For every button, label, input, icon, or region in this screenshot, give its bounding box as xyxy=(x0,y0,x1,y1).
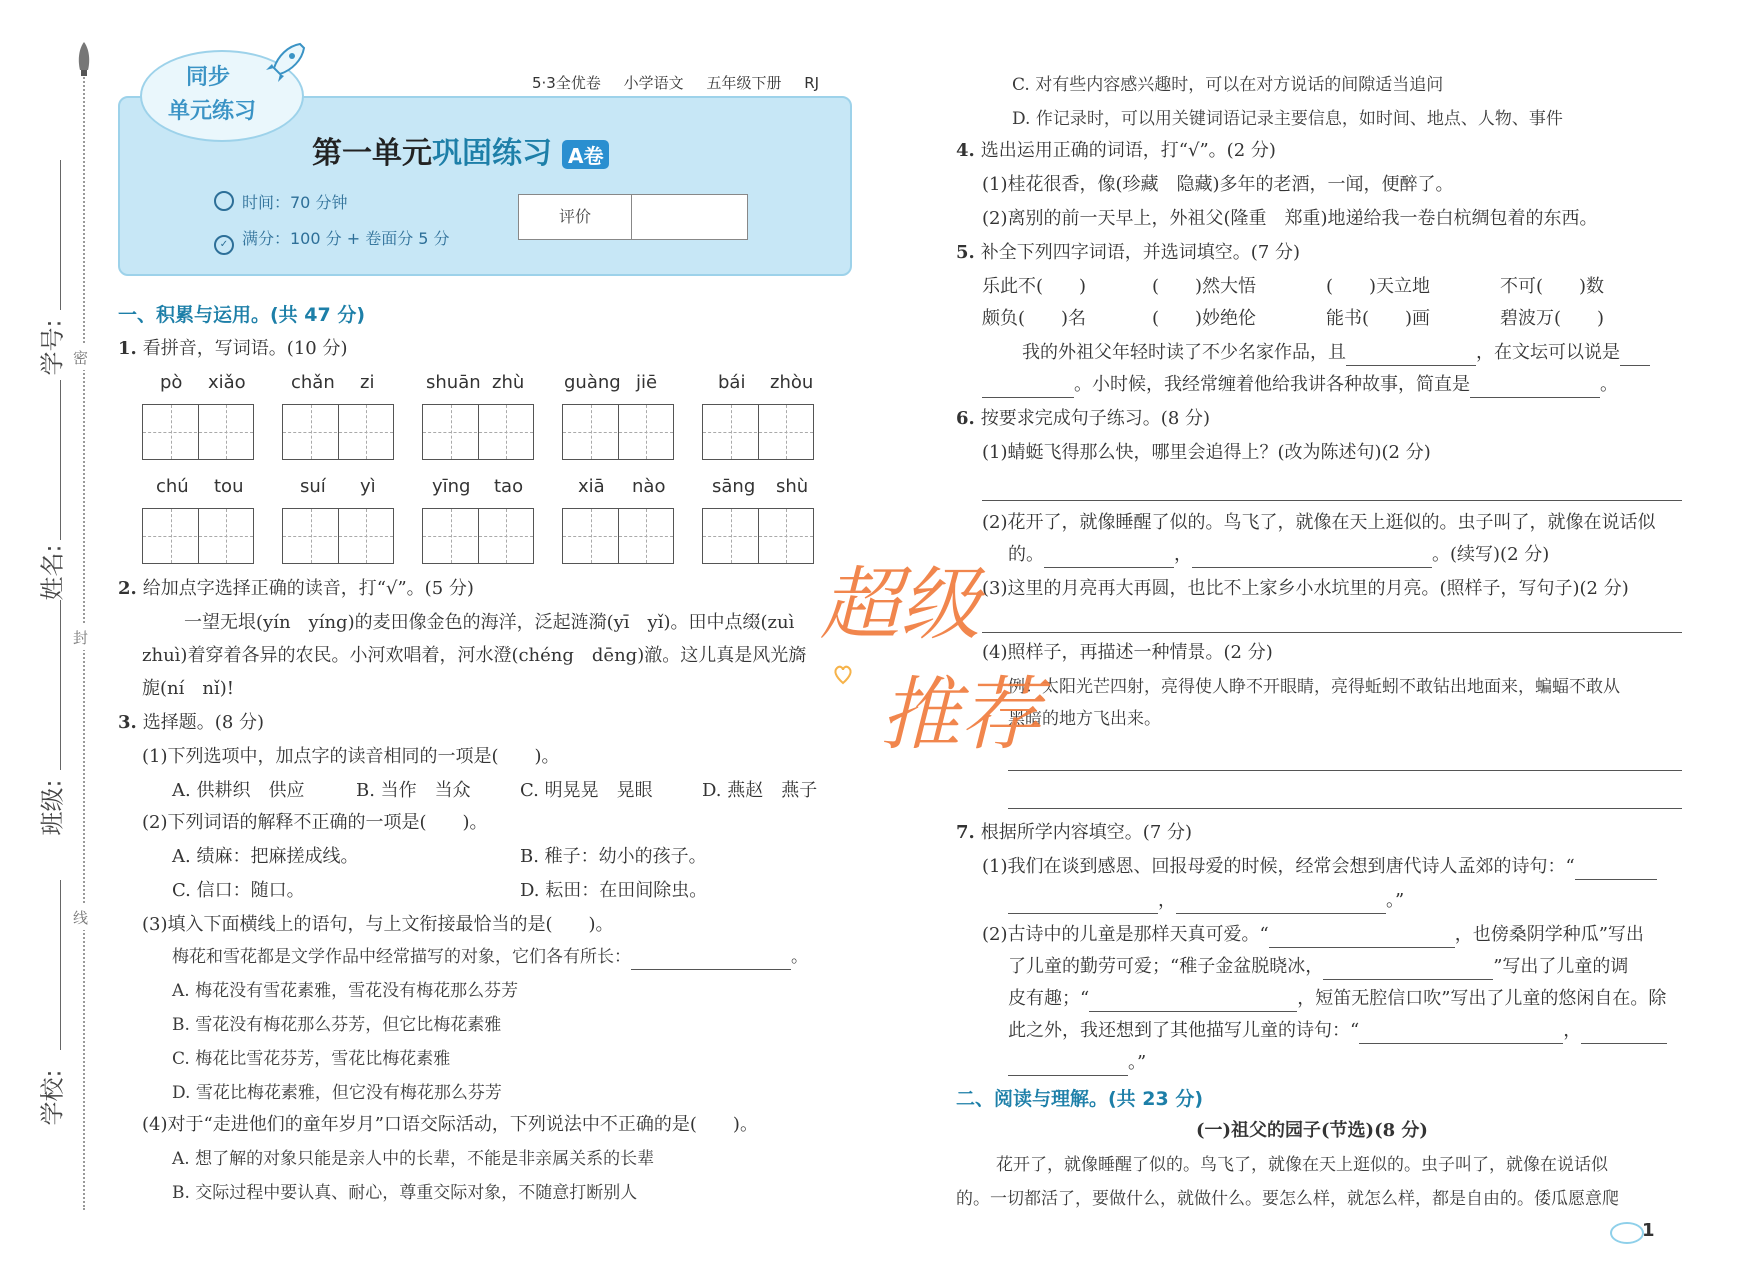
q3-s1: (1)下列选项中，加点字的读音相同的一项是( )。 xyxy=(142,746,560,767)
char-grid[interactable] xyxy=(702,404,814,460)
q3-s4-option-b[interactable]: B. 交际过程中要认真、耐心，尊重交际对象，不随意打断别人 xyxy=(172,1183,638,1203)
q3-s1-option-a[interactable]: A. 供耕织 供应 xyxy=(172,780,305,801)
q4-s2: (2)离别的前一天早上，外祖父(隆重 郑重)地递给我一卷白杭绸包着的东西。 xyxy=(982,208,1598,229)
char-grid[interactable] xyxy=(422,404,534,460)
pinyin: zhòu xyxy=(770,372,814,393)
q7-s2-line4: 此之外，我还想到了其他描写儿童的诗句：“ ， xyxy=(1008,1018,1667,1044)
q7-blank[interactable] xyxy=(1575,861,1657,880)
pinyin: pò xyxy=(160,372,183,393)
name-label: 姓名: xyxy=(38,544,67,601)
q7-s2: (2)古诗中的儿童是那样天真可爱。“ ，也傍桑阴学种瓜”写出 xyxy=(982,922,1644,948)
q3-s4: (4)对于“走进他们的童年岁月”口语交际活动，下列说法中不正确的是( )。 xyxy=(142,1114,758,1135)
char-grid[interactable] xyxy=(562,508,674,564)
q3-s1-option-b[interactable]: B. 当作 当众 xyxy=(356,780,471,801)
q7-blank[interactable] xyxy=(1176,895,1386,914)
q4-s1: (1)桂花很香，像(珍藏 隐藏)多年的老酒，一闻，便醉了。 xyxy=(982,174,1454,195)
score-text: 满分：100 分 + 卷面分 5 分 xyxy=(242,229,450,248)
pinyin: tou xyxy=(214,476,244,497)
clock-icon xyxy=(214,191,234,211)
title-tag: A卷 xyxy=(562,140,609,169)
q5-blank[interactable] xyxy=(982,379,1074,398)
class-field[interactable] xyxy=(60,600,61,770)
q7-blank[interactable] xyxy=(1359,1025,1563,1044)
char-grid[interactable] xyxy=(142,508,254,564)
q5-blank[interactable] xyxy=(1470,379,1600,398)
q3-s1-option-c[interactable]: C. 明晃晃 晃眼 xyxy=(520,780,653,801)
q6-s4: (4)照样子，再描述一种情景。(2 分) xyxy=(982,642,1273,663)
q5-fill-line1: 我的外祖父年轻时读了不少名家作品，且 ，在文坛可以说是 xyxy=(1022,340,1650,366)
name-field[interactable] xyxy=(60,380,61,540)
q7-blank[interactable] xyxy=(1323,961,1493,980)
q3-s2-option-d[interactable]: D. 耘田：在田间除虫。 xyxy=(520,880,708,901)
q7-blank[interactable] xyxy=(1008,1057,1128,1076)
pinyin: yì xyxy=(360,476,376,497)
q6-s1-answer-line[interactable] xyxy=(982,500,1682,501)
q3-s4-option-d[interactable]: D. 作记录时，可以用关键词语记录主要信息，如时间、地点、人物、事件 xyxy=(1012,109,1563,129)
q5-word[interactable]: 乐此不( ) xyxy=(982,276,1087,297)
pinyin: nào xyxy=(632,476,666,497)
q3-s3-option-c[interactable]: C. 梅花比雪花芬芳，雪花比梅花素雅 xyxy=(172,1049,451,1069)
pinyin: zi xyxy=(360,372,375,393)
q3-s3-stem: 梅花和雪花都是文学作品中经常描写的对象，它们各有所长： 。 xyxy=(172,944,808,970)
q6-s2-blank[interactable] xyxy=(1044,549,1174,568)
seal-mi: 密 xyxy=(73,345,88,370)
rocket-icon xyxy=(74,40,94,80)
time-text: 时间：70 分钟 xyxy=(242,193,348,212)
q3-s3-blank[interactable] xyxy=(631,951,791,970)
q7-s1-cont: ， 。” xyxy=(1008,888,1404,914)
q7-blank[interactable] xyxy=(1581,1025,1667,1044)
pinyin: guàng xyxy=(564,372,621,393)
pinyin: bái xyxy=(718,372,746,393)
section1-title: 一、积累与运用。(共 47 分) xyxy=(118,304,366,326)
badge-line2: 单元练习 xyxy=(168,99,257,124)
q2-text-line1: 一望无垠(yín yíng)的麦田像金色的海洋，泛起涟漪(yī yǐ)。田中点缀(zuì xyxy=(184,612,795,633)
char-grid[interactable] xyxy=(282,508,394,564)
school-label: 学校: xyxy=(38,1069,67,1126)
q6-s2: (2)花开了，就像睡醒了似的。鸟飞了，就像在天上逛似的。虫子叫了，就像在说话似 xyxy=(982,512,1656,533)
pinyin: shuān xyxy=(426,372,481,393)
q3-s2-option-b[interactable]: B. 稚子：幼小的孩子。 xyxy=(520,846,707,867)
q5-word[interactable]: ( )妙绝伦 xyxy=(1152,308,1257,329)
q5-blank[interactable] xyxy=(1346,347,1476,366)
series-subject: 小学语文 xyxy=(623,74,684,92)
pinyin: chú xyxy=(156,476,189,497)
q3-s2: (2)下列词语的解释不正确的一项是( )。 xyxy=(142,812,488,833)
class-label: 班级: xyxy=(38,779,67,836)
q6-s4-example-1: 例：太阳光芒四射，亮得使人睁不开眼睛，亮得蚯蚓不敢钻出地面来，蝙蝠不敢从 xyxy=(1008,677,1620,697)
q3-heading: 3. 选择题。(8 分) xyxy=(118,712,265,733)
title-highlight: 巩固练习 xyxy=(432,136,552,171)
pinyin: sāng xyxy=(712,476,756,497)
series-info xyxy=(532,72,837,93)
q5-word[interactable]: 碧波万( ) xyxy=(1500,308,1605,329)
char-grid[interactable] xyxy=(702,508,814,564)
q3-s3-option-a[interactable]: A. 梅花没有雪花素雅，雪花没有梅花那么芬芳 xyxy=(172,981,519,1001)
q7-blank[interactable] xyxy=(1008,895,1158,914)
q3-s3-option-d[interactable]: D. 雪花比梅花素雅，但它没有梅花那么芬芳 xyxy=(172,1083,502,1103)
pinyin: shù xyxy=(776,476,809,497)
heart-doodle-icon xyxy=(832,662,854,686)
seal-xian: 线 xyxy=(73,905,88,930)
badge-line1: 同步 xyxy=(186,65,231,90)
q5-word[interactable]: 能书( )画 xyxy=(1326,308,1431,329)
q5-heading: 5. 补全下列四字词语，并选词填空。(7 分) xyxy=(956,242,1301,263)
pinyin: tao xyxy=(494,476,524,497)
q3-s3-option-b[interactable]: B. 雪花没有梅花那么芬芳，但它比梅花素雅 xyxy=(172,1015,502,1035)
q6-s3-answer-line[interactable] xyxy=(982,632,1682,633)
char-grid[interactable] xyxy=(282,404,394,460)
pinyin: zhù xyxy=(492,372,525,393)
q7-blank[interactable] xyxy=(1269,929,1455,948)
pinyin: jiē xyxy=(636,372,658,393)
q6-s4-answer-line[interactable] xyxy=(1008,770,1682,771)
page-number-deco xyxy=(1610,1222,1644,1244)
q6-s3: (3)这里的月亮再大再圆，也比不上家乡小水坑里的月亮。(照样子，写句子)(2 分) xyxy=(982,578,1629,599)
series-book: 5·3全优卷 xyxy=(532,74,601,92)
handwritten-overlay-line1: 超级 xyxy=(820,558,980,651)
q7-s2-line5: 。” xyxy=(1008,1050,1146,1076)
passage-line1: 花开了，就像睡醒了似的。鸟飞了，就像在天上逛似的。虫子叫了，就像在说话似 xyxy=(996,1155,1608,1175)
q5-word[interactable]: ( )然大悟 xyxy=(1152,276,1257,297)
school-field[interactable] xyxy=(60,880,61,1050)
evaluation-label: 评价 xyxy=(519,195,632,239)
q6-s2-continue: 的。 ， 。(续写)(2 分) xyxy=(1008,542,1549,568)
char-grid[interactable] xyxy=(142,404,254,460)
pinyin: chǎn xyxy=(291,372,335,393)
score-info xyxy=(214,226,450,255)
q5-word[interactable]: 颇负( )名 xyxy=(982,308,1087,329)
q6-s4-example-2: 黑暗的地方飞出来。 xyxy=(1008,709,1161,729)
id-label: 学号: xyxy=(38,319,67,376)
evaluation-box xyxy=(518,194,748,240)
time-info xyxy=(214,190,347,213)
pinyin: suí xyxy=(300,476,326,497)
page-title xyxy=(312,128,609,172)
series-grade: 五年级下册 xyxy=(706,74,782,92)
handwritten-overlay-line2: 推荐 xyxy=(880,668,1040,761)
q2-heading: 2. 给加点字选择正确的读音，打“√”。(5 分) xyxy=(118,578,474,599)
q1-heading: 1. 看拼音，写词语。(10 分) xyxy=(118,338,348,359)
id-field[interactable] xyxy=(60,160,61,310)
q3-s3: (3)填入下面横线上的语句，与上文衔接最恰当的是( )。 xyxy=(142,914,614,935)
q7-s1: (1)我们在谈到感恩、回报母爱的时候，经常会想到唐代诗人孟郊的诗句：“ xyxy=(982,854,1657,880)
page-number: 1 xyxy=(1642,1220,1655,1241)
q3-s4-option-a[interactable]: A. 想了解的对象只能是亲人中的长辈，不能是非亲属关系的长辈 xyxy=(172,1149,655,1169)
section2-title: 二、阅读与理解。(共 23 分) xyxy=(956,1088,1204,1110)
q6-s2-blank[interactable] xyxy=(1192,549,1432,568)
pinyin: xiā xyxy=(578,476,605,497)
q7-s2-line2: 了儿童的勤劳可爱；“稚子金盆脱晓冰， ”写出了儿童的调 xyxy=(1008,954,1628,980)
series-edition: RJ xyxy=(804,74,820,92)
evaluation-field[interactable] xyxy=(632,195,747,239)
pinyin: yīng xyxy=(432,476,471,497)
pinyin: xiǎo xyxy=(208,372,246,393)
seal-feng: 封 xyxy=(73,625,88,650)
passage-title: (一)祖父的园子(节选)(8 分) xyxy=(1196,1120,1428,1141)
q5-word[interactable]: ( )天立地 xyxy=(1326,276,1431,297)
q3-s1-option-d[interactable]: D. 燕赵 燕子 xyxy=(702,780,818,801)
passage-line2: 的。一切都活了，要做什么，就做什么。要怎么样，就怎么样，都是自由的。倭瓜愿意爬 xyxy=(956,1189,1619,1209)
q6-s4-answer-line[interactable] xyxy=(1008,808,1682,809)
q6-s1: (1)蜻蜓飞得那么快，哪里会追得上？(改为陈述句)(2 分) xyxy=(982,442,1431,463)
char-grid[interactable] xyxy=(422,508,534,564)
q5-blank[interactable] xyxy=(1620,347,1650,366)
q3-s2-option-c[interactable]: C. 信口：随口。 xyxy=(172,880,305,901)
q3-s4-option-c[interactable]: C. 对有些内容感兴趣时，可以在对方说话的间隙适当追问 xyxy=(1012,75,1444,95)
q2-text-line2: zhuì)着穿着各异的农民。小河欢唱着，河水澄(chéng dēng)澈。这儿真是风光旖 xyxy=(142,645,807,666)
q6-heading: 6. 按要求完成句子练习。(8 分) xyxy=(956,408,1211,429)
rocket-icon xyxy=(262,40,306,84)
char-grid[interactable] xyxy=(562,404,674,460)
q7-heading: 7. 根据所学内容填空。(7 分) xyxy=(956,822,1193,843)
q2-text-line3: 旎(ní nǐ)! xyxy=(142,678,234,699)
q7-blank[interactable] xyxy=(1089,993,1297,1012)
binding-strip xyxy=(0,0,110,1280)
title-pre: 第一单元 xyxy=(312,136,432,171)
q5-word[interactable]: 不可( )数 xyxy=(1500,276,1605,297)
q3-s2-option-a[interactable]: A. 绩麻：把麻搓成线。 xyxy=(172,846,359,867)
q5-fill-line2: 。小时候，我经常缠着他给我讲各种故事，简直是 。 xyxy=(982,372,1618,398)
q7-s2-line3: 皮有趣；“ ，短笛无腔信口吹”写出了儿童的悠闲自在。除 xyxy=(1008,986,1666,1012)
q4-heading: 4. 选出运用正确的词语，打“√”。(2 分) xyxy=(956,140,1276,161)
check-icon: ✓ xyxy=(214,235,234,255)
